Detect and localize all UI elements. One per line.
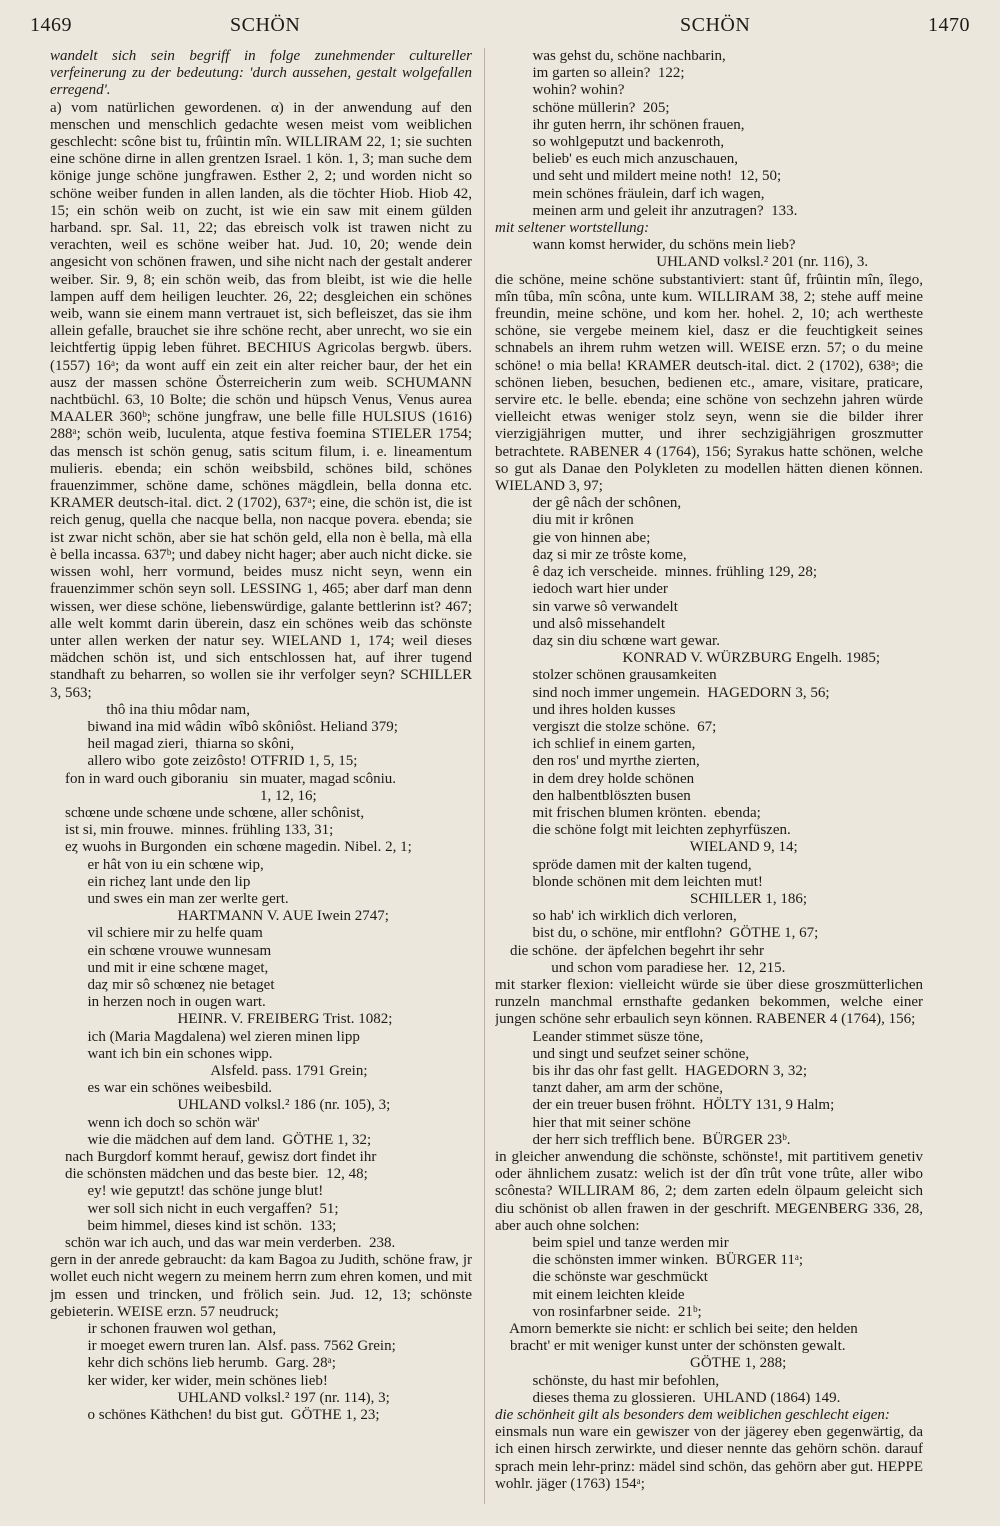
quotation-line: daȥ si mir ze trôste kome, xyxy=(495,546,687,563)
quotation-line: allero wibo gote zeizôsto! OTFRID 1, 5, 15; xyxy=(50,753,358,770)
quotation-line: tanzt daher, am arm der schöne, xyxy=(495,1080,724,1097)
quotation-line: bist du, o schöne, mir entflohn? GÖTHE 1, 67; xyxy=(495,925,819,942)
quotation-line: wer soll sich nicht in euch vergaffen? 51; xyxy=(50,1200,339,1217)
quotation-line: im garten so allein? 122; xyxy=(495,65,685,82)
quotation-line: und ihres holden kusses xyxy=(495,701,676,718)
quotation-line: o schönes Käthchen! du bist gut. GÖTHE 1, 23; xyxy=(50,1407,380,1424)
quotation-line: kehr dich schöns lieb herumb. Garg. 28ᵃ; xyxy=(50,1355,336,1372)
quotation-line: sin varwe sô verwandelt xyxy=(495,598,678,615)
quotation-line: ich schlief in einem garten, xyxy=(495,736,696,753)
quotation-line: blonde schönen mit dem leichten mut! xyxy=(495,873,763,890)
quotation-line: nach Burgdorf kommt herauf, gewisz dort findet ihr xyxy=(50,1149,377,1165)
quotation-line: schönste, du hast mir befohlen, xyxy=(495,1372,720,1389)
quotation-line: Leander stimmet süsze töne, xyxy=(495,1028,704,1045)
quotation-line: wann komst herwider, du schöns mein lieb? xyxy=(495,237,796,254)
quotation-line: ich (Maria Magdalena) wel zieren minen lipp xyxy=(50,1028,360,1045)
left-column xyxy=(50,48,472,1504)
quotation-line: sind noch immer ungemein. HAGEDORN 3, 56; xyxy=(495,684,830,701)
quotation-line: so hab' ich wirklich dich verloren, xyxy=(495,908,737,925)
quotation-line: es war ein schönes weibesbild. xyxy=(50,1080,273,1097)
quotation-line: den halbentblöszten busen xyxy=(495,787,691,804)
quotation-line: was gehst du, schöne nachbarin, xyxy=(495,48,726,64)
quotation-line: und swes ein man zer werlte gert. xyxy=(50,890,289,907)
quotation-line: stolzer schönen grausamkeiten xyxy=(495,667,717,684)
quotation-line: den ros' und myrthe zierten, xyxy=(495,753,700,770)
quotation-line: meinen arm und geleit ihr anzutragen? 133. xyxy=(495,202,798,219)
quotation-line: die schöne. der äpfelchen begehrt ihr sehr xyxy=(495,942,765,959)
quotation-line: heil magad zieri, thiarna so skôni, xyxy=(50,736,295,753)
quotation-line: ein richeȥ lant unde den lip xyxy=(50,873,251,890)
quotation-line: ein schœne vrouwe wunnesam xyxy=(50,942,272,959)
quotation-line: mit frischen blumen krönten. ebenda; xyxy=(495,804,761,821)
quotation-line: want ich bin ein schones wipp. xyxy=(50,1045,273,1062)
quotation-line: UHLAND volksl.² 186 (nr. 105), 3; xyxy=(50,1097,391,1114)
quotation-line: 1, 12, 16; xyxy=(50,787,317,804)
entry-paragraph: in gleicher anwendung die schönste, schönste!, mit partitivem genetiv oder ähnlichem zusatz: welich ist der dîn trût vone trûte, aller wibo scônesta? WILLIRAM 86, 2; dem zarten edeln ölpaum geleicht sich diu schönist ob allen frawen in der geschrift. MEGENBERG 336, 28, aber auch ohne solchen: xyxy=(495,1149,923,1234)
quotation-line: schœne unde schœne unde schœne, aller schônist, xyxy=(50,804,365,821)
quotation-line: ir schonen frauwen wol gethan, xyxy=(50,1321,277,1338)
quotation-line: bis ihr das ohr fast gellt. HAGEDORN 3, 32; xyxy=(495,1062,808,1079)
quotation-line: er hât von iu ein schœne wip, xyxy=(50,856,264,873)
entry-paragraph: mit seltener wortstellung: xyxy=(495,220,650,237)
quotation-line: wie die mädchen auf dem land. GÖTHE 1, 32; xyxy=(50,1131,372,1148)
quotation-line: wohin? wohin? xyxy=(495,82,625,99)
quotation-line: der ein treuer busen fröhnt. HÖLTY 131, 9 Halm; xyxy=(495,1097,835,1114)
quotation-line: schöne müllerin? 205; xyxy=(495,99,670,116)
quotation-line: die schöne folgt mit leichten zephyrfüszen. xyxy=(495,822,791,839)
quotation-line: ihr guten herrn, ihr schönen frauen, xyxy=(495,116,745,133)
quotation-line: GÖTHE 1, 288; xyxy=(495,1355,787,1372)
quotation-line: gie von hinnen abe; xyxy=(495,529,651,546)
quotation-line: die schönste war geschmückt xyxy=(495,1269,708,1286)
quotation-line: beim himmel, dieses kind ist schön. 133; xyxy=(50,1217,337,1234)
quotation-line: ker wider, ker wider, mein schönes lieb! xyxy=(50,1372,328,1389)
entry-paragraph: wandelt sich sein begriff in folge zunehmender cultureller verfeinerung zu der bedeutung: 'durch aussehen, gestalt wolgefallen erregend'. xyxy=(50,48,472,99)
quotation-line: der gê nâch der schônen, xyxy=(495,495,682,512)
quotation-line: ê daȥ ich verscheide. minnes. frühling 129, 28; xyxy=(495,564,818,581)
quotation-line: spröde damen mit der kalten tugend, xyxy=(495,856,752,873)
quotation-line: wenn ich doch so schön wär' xyxy=(50,1114,260,1131)
quotation-line: thô ina thiu môdar nam, xyxy=(50,701,250,718)
quotation-line: die schönsten immer winken. BÜRGER 11ᵃ; xyxy=(495,1252,804,1269)
entry-paragraph: einsmals nun ware ein gewiszer von der jägerey eben gegenwärtig, da ich einen hirsch zerwirkte, und dieser nennte das gehörn schön. darauf sprach mein lehr-prinz: mädel sind schön, das gehörn aber gut. HEPPE wohlr. jäger (1763) 154ᵃ; xyxy=(495,1424,923,1492)
quotation-line: ir moeget ewern truren lan. Alsf. pass. 7562 Grein; xyxy=(50,1338,396,1355)
quotation-line: WIELAND 9, 14; xyxy=(495,839,798,856)
running-header xyxy=(30,14,970,44)
quotation-line: und alsô missehandelt xyxy=(495,615,665,632)
quotation-line: in herzen noch in ougen wart. xyxy=(50,994,266,1011)
quotation-line: ist si, min frouwe. minnes. frühling 133, 31; xyxy=(50,822,334,839)
quotation-line: HEINR. V. FREIBERG Trist. 1082; xyxy=(50,1011,393,1028)
quotation-line: mein schönes fräulein, darf ich wagen, xyxy=(495,185,765,202)
quotation-line: belieb' es euch mich anzuschauen, xyxy=(495,151,739,168)
quotation-line: HARTMANN V. AUE Iwein 2747; xyxy=(50,908,389,925)
quotation-line: UHLAND volksl.² 201 (nr. 116), 3. xyxy=(495,254,869,271)
quotation-line: so wohlgeputzt und backenroth, xyxy=(495,134,725,151)
quotation-line: SCHILLER 1, 186; xyxy=(495,890,808,907)
quotation-line: diu mit ir krônen xyxy=(495,512,634,529)
quotation-line: der herr sich trefflich bene. BÜRGER 23ᵇ. xyxy=(495,1131,791,1148)
quotation-line: von rosinfarbner seide. 21ᵇ; xyxy=(495,1303,702,1320)
quotation-line: und seht und mildert meine noth! 12, 50; xyxy=(495,168,782,185)
entry-paragraph: die schönheit gilt als besonders dem weiblichen geschlecht eigen: xyxy=(495,1407,890,1424)
quotation-line: fon in ward ouch giboraniu sin muater, magad scôniu. xyxy=(50,770,396,787)
quotation-line: beim spiel und tanze werden mir xyxy=(495,1235,729,1252)
quotation-line: Alsfeld. pass. 1791 Grein; xyxy=(50,1062,368,1079)
quotation-line: und singt und seufzet seiner schöne, xyxy=(495,1045,750,1062)
quotation-line: schön war ich auch, und das war mein verderben. 238. xyxy=(50,1235,396,1252)
quotation-line: iedoch wart hier under xyxy=(495,581,668,598)
quotation-line: und schon vom paradiese her. 12, 215. xyxy=(495,959,786,976)
quotation-line: und mit ir eine schœne maget, xyxy=(50,959,269,976)
quotation-line: KONRAD V. WÜRZBURG Engelh. 1985; xyxy=(495,650,881,667)
left-page-number: 1469 xyxy=(30,14,72,36)
entry-paragraph: die schöne, meine schöne substantiviert: stant ûf, frûintin mîn, îlego, mîn tûba, mîn scôna, unte kum. WILLIRAM 38, 2; stehe auff meine freundin, meine schöne, und kom her. hohel. 2, 10; ach wertheste schöne, sie vergebe meinem kiel, dasz er die feuchtigkeit seines schnabels an ihrem ruhm wetzen will. WEISE erzn. 57; o du meine schöne! o mia bella! KRAMER deutsch-ital. dict. 2 (1702), 638ᵃ; die schönen lieben, besuchen, bedienen etc., amare, visitare, praticare, servire etc. le belle. ebenda; eine schöne von sechzehn jahren würde vielleicht etwas weniger stolz seyn, wenn sie die bilder ihrer vierzigjährigen mutter, und ihrer sechzigjährigen groszmutter betrachtete. RABENER 4 (1764), 156; Syrakus hatte schönen, welche so gut als Danae den Polykleten zu modellen hätten dienen können. WIELAND 3, 97; xyxy=(495,271,923,495)
left-headword: SCHÖN xyxy=(230,14,301,36)
quotation-line: biwand ina mid wâdin wîbô skôniôst. Heliand 379; xyxy=(50,718,398,735)
entry-paragraph: gern in der anrede gebraucht: da kam Bagoa zu Judith, schöne fraw, jr wollet euch nicht wegern zu meinem herrn zum ehren komen, und mit jm essen und trincken, und frölich sein. Jud. 12, 13; schönste gebieterin. WEISE erzn. 57 neudruck; xyxy=(50,1252,472,1320)
quotation-line: UHLAND volksl.² 197 (nr. 114), 3; xyxy=(50,1389,390,1406)
quotation-line: in dem drey holde schönen xyxy=(495,770,695,787)
quotation-line: dieses thema zu glossieren. UHLAND (1864) 149. xyxy=(495,1389,841,1406)
right-column xyxy=(495,48,923,1504)
entry-paragraph: a) vom natürlichen gewordenen. α) in der anwendung auf den menschen und menschlich gedachte wesen meist vom weiblichen geschlecht: scône bist tu, frûintin mîn. WILLIRAM 22, 1; sie suchten eine schöne dirne in allen grentzen Israel. 1 kön. 1, 3; man suche dem könige junge schöne jungfrawen. Esther 2, 2; und worden nicht so schöne weiber funden in allen landen, als die töchter Hiob. Hiob 42, 15; ein schön weib on zucht, ist wie ein saw mit einem gülden harband. spr. Sal. 11, 22; das ebreisch volk ist trawen nicht zu verachten, weil es schöne weiber hat. Jud. 10, 20; wende dein angesicht von schönen frawen, und sihe nicht nach der gestalt anderer weiber. Sir. 9, 8; ein schön weib, das from bleibt, ist wie die helle lampen auff dem heiligen leuchter. 26, 22; desgleichen ein schönes weib, wann sie einem mann vertrauet ist, sich befleiszet, das sie ihm allein gefalle, brauchet sie ihre schöne recht, aber unrecht, wo sie ein leichtfertig üppig leben führet. BECHIUS Agricolas bergwb. übers. (1557) 16ᵃ; da wont auff ein zeit ein alter reicher baur, der het ein ausz der massen schöne Österreicherin zum weib. SCHUMANN nachtbüchl. 63, 10 Bolte; die schön und hüpsch Venus, Venus aurea MAALER 360ᵇ; schöne jungfraw, une belle fille HULSIUS (1616) 288ᵃ; schön weib, luculenta, atque festiva foemina STIELER 1754; das mensch ist schön genug, satis scitum filum, i. e. lineamentum mulieris. ebenda; ein schön weibsbild, schönes bild, schönes frauenzimmer, schöne dame, schönes mägdlein, bella donna etc. KRAMER deutsch-ital. dict. 2 (1702), 637ᵃ; eine, die schön ist, die ist reich genug, quella che nacque bella, non nacque povera. ebenda; sie ist zwar nicht schön, aber sie hat schön geld, ella non è bella, mà ella è bella incassa. 637ᵇ; und dabey nicht hager; aber auch nicht dicke. sie wissen wohl, herr vormund, beides musz nicht seyn, wenn ein frauenzimmer schön seyn soll. LESSING 1, 465; aber darf man denn wissen, wer diese schöne, liebenswürdige, galante bettlerinn ist? 467; alle welt kommt darin überein, dasz ein schönes weib das schönste unter allen werken der natur sey. WIELAND 1, 174; weil dieses mädchen schön ist, und sich entschlossen hat, auf ihrer tugend standhaft zu beharren, so wollen sie ihr verfolger seyn? SCHILLER 3, 563; xyxy=(50,99,472,701)
quotation-line: daȥ mir sô schœneȥ nie betaget xyxy=(50,976,275,993)
right-page-number: 1470 xyxy=(928,14,970,36)
quotation-line: die schönsten mädchen und das beste bier. 12, 48; xyxy=(50,1166,368,1183)
quotation-line: daȥ sin diu schœne wart gewar. xyxy=(495,632,720,649)
quotation-line: bracht' er mit weniger kunst unter der schönsten gewalt. xyxy=(495,1338,846,1355)
quotation-line: vil schiere mir zu helfe quam xyxy=(50,925,263,942)
entry-paragraph: mit starker flexion: vielleicht würde sie über diese groszmütterlichen runzeln manchmal ernsthafte gedanken bekommen, welche einer jungen schöne sehr erbaulich seyn können. RABENER 4 (1764), 156; xyxy=(495,976,923,1028)
right-headword: SCHÖN xyxy=(680,14,751,36)
quotation-line: ey! wie geputzt! das schöne junge blut! xyxy=(50,1183,324,1200)
quotation-line: mit einem leichten kleide xyxy=(495,1286,685,1303)
quotation-line: eȥ wuohs in Burgonden ein schœne magedin. Nibel. 2, 1; xyxy=(50,839,412,856)
quotation-line: Amorn bemerkte sie nicht: er schlich bei seite; den helden xyxy=(495,1321,858,1338)
quotation-line: hier that mit seiner schöne xyxy=(495,1114,691,1131)
column-divider xyxy=(484,48,485,1504)
quotation-line: vergiszt die stolze schöne. 67; xyxy=(495,718,717,735)
